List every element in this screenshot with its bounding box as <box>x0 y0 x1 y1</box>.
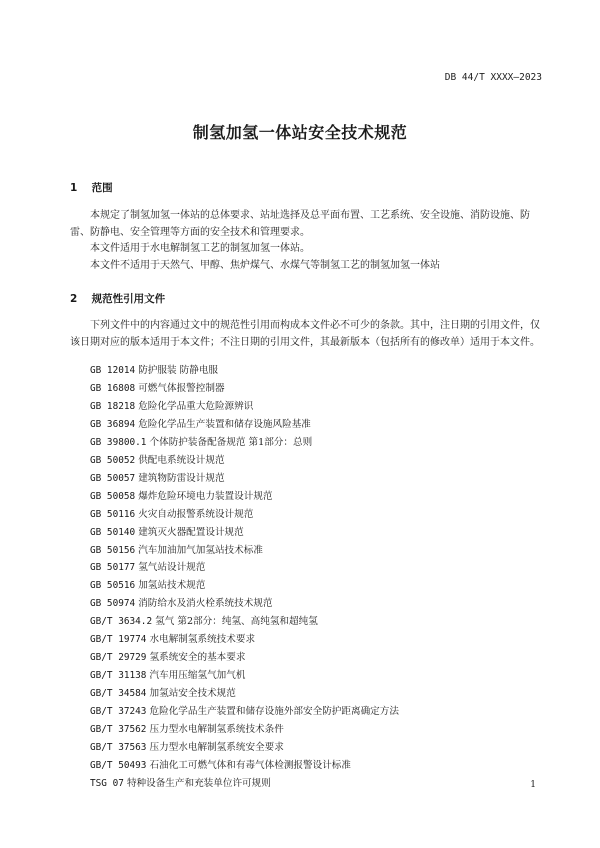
reference-code: GB 16808 <box>90 382 136 394</box>
reference-code: GB 12014 <box>90 365 136 376</box>
document-title: 制氢加氢一体站安全技术规范 <box>192 123 408 142</box>
reference-name: 建筑物防雷设计规范 <box>138 472 225 484</box>
section-title: 规范性引用文件 <box>91 293 166 305</box>
reference-code: GB 36894 <box>90 418 136 430</box>
list-item <box>90 685 560 703</box>
section-title: 范围 <box>91 182 113 194</box>
list-item <box>90 452 560 470</box>
section-number: 2 <box>70 293 78 305</box>
list-item <box>90 595 560 613</box>
list-item <box>90 416 560 434</box>
list-item <box>90 667 560 685</box>
reference-code: GB/T 29729 <box>90 652 147 664</box>
list-item <box>90 488 560 506</box>
reference-name: 危险化学品重大危险源辨识 <box>138 400 254 412</box>
section-heading-normative-references <box>70 291 165 306</box>
reference-name: 压力型水电解制氢系统安全要求 <box>149 742 284 754</box>
references-intro <box>70 318 548 351</box>
section-number: 1 <box>70 182 78 194</box>
reference-name: 汽车加油加气加氢站技术标准 <box>138 544 263 556</box>
reference-name: 危险化学品生产装置和储存设施风险基准 <box>138 418 311 430</box>
list-item <box>90 559 560 577</box>
reference-name: 消防给水及消火栓系统技术规范 <box>138 598 273 610</box>
reference-code: GB 50140 <box>90 526 136 538</box>
reference-name: 建筑灭火器配置设计规范 <box>138 526 244 538</box>
reference-name: 石油化工可燃气体和有毒气体检测报警设计标准 <box>149 759 351 771</box>
document-code: DB 44/T XXXX—2023 <box>444 72 542 83</box>
reference-code: GB 50156 <box>90 544 136 556</box>
reference-code: GB 18218 <box>90 400 136 412</box>
reference-name: 压力型水电解制氢系统技术条件 <box>149 724 284 736</box>
reference-name: 可燃气体报警控制器 <box>138 382 225 394</box>
reference-code: TSG 07 <box>90 777 124 789</box>
list-item <box>90 470 560 488</box>
reference-code: GB/T 37243 <box>90 706 147 718</box>
page-number: 1 <box>530 780 536 790</box>
list-item <box>90 613 560 631</box>
reference-code: GB 50974 <box>90 598 136 610</box>
reference-code: GB 39800.1 <box>90 436 147 448</box>
paragraph: 本文件适用于水电解制氢工艺的制氢加氢一体站。 <box>90 243 310 254</box>
reference-code: GB 50177 <box>90 562 136 574</box>
reference-name: 氢气 第2部分：纯氢、高纯氢和超纯氢 <box>155 616 318 628</box>
reference-code: GB 50516 <box>90 580 136 592</box>
list-item <box>90 775 560 793</box>
reference-code: GB/T 37562 <box>90 724 147 736</box>
reference-code: GB 50058 <box>90 490 136 502</box>
reference-name: 特种设备生产和充装单位许可规则 <box>126 777 271 789</box>
list-item <box>90 721 560 739</box>
reference-name: 氢气站设计规范 <box>138 562 206 574</box>
list-item <box>90 577 560 595</box>
reference-name: 爆炸危险环境电力装置设计规范 <box>138 490 273 502</box>
list-item <box>90 542 560 560</box>
reference-code: GB/T 19774 <box>90 634 147 646</box>
list-item <box>90 703 560 721</box>
section-heading-scope <box>70 180 113 195</box>
list-item <box>90 380 560 398</box>
reference-code: GB 50052 <box>90 454 136 466</box>
reference-name: 水电解制氢系统技术要求 <box>149 634 256 646</box>
paragraph: 下列文件中的内容通过文中的规范性引用而构成本文件必不可少的条款。其中，注日期的引用文件，仅该日期对应的版本适用于本文件；不注日期的引用文件，其最新版本（包括所有的修改单）适用于本文件。 <box>70 320 540 348</box>
list-item <box>90 631 560 649</box>
list-item <box>90 434 560 452</box>
reference-code: GB 50057 <box>90 472 136 484</box>
reference-code: GB/T 50493 <box>90 759 147 771</box>
reference-name: 危险化学品生产装置和储存设施外部安全防护距离确定方法 <box>149 706 399 718</box>
reference-name: 汽车用压缩氢气加气机 <box>149 670 246 682</box>
reference-list <box>90 362 560 793</box>
reference-code: GB/T 34584 <box>90 688 147 700</box>
reference-name: 个体防护装备配备规范 第1部分：总则 <box>149 436 313 448</box>
reference-name: 加氢站技术规范 <box>138 580 206 592</box>
list-item <box>90 649 560 667</box>
paragraph: 本文件不适用于天然气、甲醇、焦炉煤气、水煤气等制氢工艺的制氢加氢一体站 <box>90 259 440 271</box>
reference-code: GB/T 31138 <box>90 670 147 682</box>
reference-name: 防护服装 防静电服 <box>138 365 219 376</box>
list-item <box>90 506 560 524</box>
list-item <box>90 398 560 416</box>
reference-code: GB/T 3634.2 <box>90 616 153 628</box>
reference-code: GB/T 37563 <box>90 742 147 754</box>
reference-name: 供配电系统设计规范 <box>138 454 225 466</box>
paragraph: 本规定了制氢加氢一体站的总体要求、站址选择及总平面布置、工艺系统、安全设施、消防设施、防雷、防静电、安全管理等方面的安全技术和管理要求。 <box>70 210 530 238</box>
list-item <box>90 524 560 542</box>
reference-code: GB 50116 <box>90 508 136 520</box>
reference-name: 氢系统安全的基本要求 <box>149 652 246 664</box>
reference-name: 火灾自动报警系统设计规范 <box>138 508 254 520</box>
list-item <box>90 757 560 775</box>
list-item <box>90 739 560 757</box>
reference-name: 加氢站安全技术规范 <box>149 688 236 700</box>
scope-paragraphs <box>70 208 548 274</box>
list-item <box>90 362 560 380</box>
